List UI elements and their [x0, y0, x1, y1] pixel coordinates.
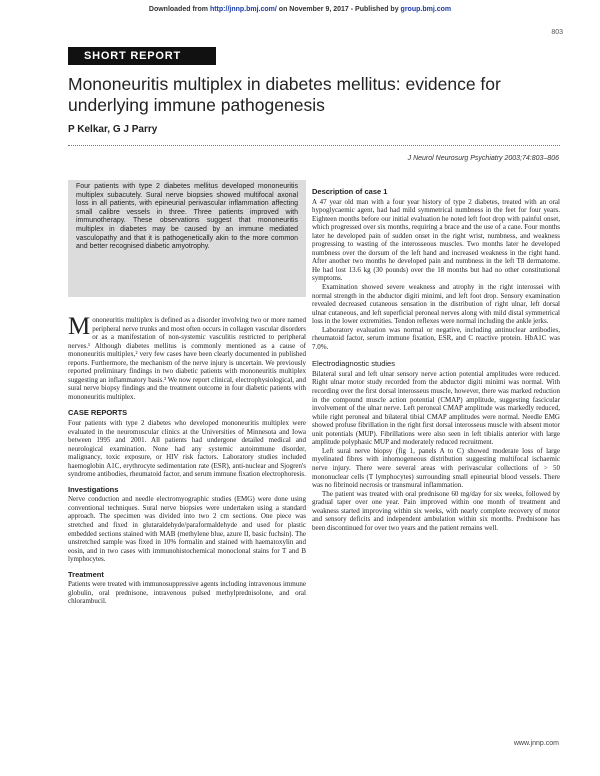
case1-paragraph-1: A 47 year old man with a four year history of type 2 diabetes, treated with an oral hypoglycaemic agent, had had mild symmetrical numbness in the feet for four years. Eighteen months before our initial evaluation he noted left foot drop with painful onset, which progressed over six months, requiring a brace and the use of a cane. Four months later he developed pain of sudden onset in the right wrist, numbness, and weakness progressing to wasting of the interosseous muscles. Two months later he developed numbness over the dorsum of the left hand and increased weakness in the right hand. After another two months he developed pain and numbness in the left T8 dermatome. He had lost 13.6 kg (30 pounds) over the 18 months but had no other constitutional symptoms.: [312, 197, 560, 283]
intro-paragraph: [68, 313, 306, 401]
investigations-heading: Investigations: [68, 484, 119, 494]
bmj-group-link[interactable]: group.bmj.com: [400, 6, 452, 13]
right-column: [312, 188, 560, 532]
case1-paragraph-3: Laboratory evaluation was normal or negative, including antinuclear antibodies, rheumatoid factor, serum immune fixation, ESR, and C reactive protein. HbA1C was 7.0%.: [312, 325, 560, 351]
download-prefix: Downloaded from: [148, 6, 210, 13]
electro-paragraph-3: The patient was treated with oral prednisone 60 mg/day for six weeks, followed by gradual taper over one year. Pain improved within one month of treatment and weakness started improving within six weeks, with nearly complete recovery of motor and sensory deficits and independent ambulation within six months. Prednisone has been discontinued for over two years and the patient remains well.: [312, 489, 560, 532]
case-reports-heading: CASE REPORTS: [68, 408, 128, 418]
citation: J Neurol Neurosurg Psychiatry 2003;74:803–806: [407, 155, 559, 162]
jnnp-link[interactable]: http://jnnp.bmj.com/: [209, 6, 277, 13]
authors: P Kelkar, G J Parry: [68, 124, 158, 135]
case1-paragraph-2: Examination showed severe weakness and atrophy in the right interossei with normal strength in the abductor digiti minimi, and left foot drop. Sensory examination revealed decreased cutaneous sensation in the distribution of right ulnar, left dorsal ulnar cutaneous, and left superficial peroneal nerves along with mild distal symmetrical loss in the lower extremities. Tendon reflexes were normal including the ankle jerks.: [312, 283, 560, 326]
page-number: 803: [551, 29, 563, 36]
treatment-text: Patients were treated with immunosuppressive agents including intravenous immune globulin, oral prednisone, intravenous pulsed methylprednisolone, and oral chlorambucil.: [68, 580, 306, 606]
dotted-divider: [68, 145, 560, 146]
footer-url: www.jnnp.com: [513, 740, 559, 747]
electro-paragraph-1: Bilateral sural and left ulnar sensory nerve action potential amplitudes were reduced. Right ulnar motor study recorded from the abductor digiti minimi was normal. With recording over the first dorsal interosseus muscle, however, there was marked reduction in the compound muscle action potential (CMAP) amplitude, suggesting fascicular involvement of the ulnar nerve. Left peroneal CMAP amplitude was markedly reduced, while right peroneal and bilateral tibial CMAP amplitudes were normal. Needle EMG showed profuse fibrillation in the right first dorsal interosseus muscle with absent motor unit potentials (MUP). Fibrillations were also seen in left tibialis anterior with large amplitude polyphasic MUP and moderately reduced recruitment.: [312, 369, 560, 447]
abstract-box: Four patients with type 2 diabetes mellitus developed mononeuritis multiplex subacutely. Sural nerve biopsies showed multifocal axonal loss in all patients, with epineurial perivascular inflammation affecting small calibre vessels in three. Three patients improved with immunotherapy. These observations suggest that mononeuritis multiplex in diabetes may be caused by an immune mediated vasculopathy and that it is pathogenetically akin to the more common and better recognised diabetic amyotrophy.: [68, 180, 306, 297]
intro-text: ononeuritis multiplex is defined as a disorder involving two or more named peripheral nerve trunks and most often occurs in collagen vascular disorders or as a manifestation of non-systemic vasculitis restricted to peripheral nerves.¹ Although diabetes mellitus is commonly mentioned as a cause of mononeuritis multiplex,² very few cases have been clearly documented in published reports. Furthermore, the mechanism of the nerve injury is uncertain. We previously reported preliminary findings in two diabetic patients with mononeuritis multiplex suggesting an inflammatory basis.³ We now report clinical, electrophysiological, and sural nerve biopsy findings and the treatment outcome in four diabetic patients with mononeuritis multiplex.: [68, 316, 306, 401]
download-middle: on November 9, 2017 - Published by: [276, 6, 401, 13]
left-column: [68, 313, 306, 606]
electro-paragraph-2: Left sural nerve biopsy (fig 1, panels A to C) showed moderate loss of large myelinated fibres with inhomogeneous distribution suggesting multifocal ischaemic nerve injury. There were several areas with perivascular collections of > 50 mononuclear cells (T lymphocytes) surrounding small epineurial blood vessels. There was no fibrinoid necrosis or transmural inflammation.: [312, 446, 560, 490]
download-banner: [0, 6, 600, 13]
case-reports-text: Four patients with type 2 diabetes who developed mononeuritis multiplex were evaluated in the neuromuscular clinics at the Universities of Minnesota and Iowa between 1995 and 2001. All patients had undergone detailed medical and neurological examination. None had any systemic autoimmune disorder, malignancy, toxic exposure, or HIV risk factors. Laboratory studies included haemoglobin A1C, erythrocyte sedimentation rate (ESR), anti-nuclear and Sjogren's syndrome antibodies, rheumatoid factor, and serum immune fixation electrophoresis.: [68, 419, 306, 479]
investigations-text: Nerve conduction and needle electromyographic studies (EMG) were done using conventional techniques. Sural nerve biopsies were undertaken using a standard approach. The specimen was divided into two 2 cm sections. One piece was stretched and fixed in glutaraldehyde/paraformaldehyde and used for plastic embedded sections stained with MAB (methylene blue, azure II, basic fuchsin). The unstretched sample was fixed in 10% formalin and stained with haematoxylin and eosin, and in two cases with immunohistochemical monoclonal stains for T and B lymphocytes.: [68, 495, 306, 564]
case1-heading: Description of case 1: [312, 187, 388, 196]
treatment-heading: Treatment: [68, 569, 104, 579]
electro-heading: Electrodiagnostic studies: [312, 359, 395, 369]
drop-cap: M: [68, 313, 91, 340]
section-label: SHORT REPORT: [68, 47, 216, 65]
article-title: Mononeuritis multiplex in diabetes mellitus: evidence for underlying immune pathogenesis: [68, 74, 501, 115]
